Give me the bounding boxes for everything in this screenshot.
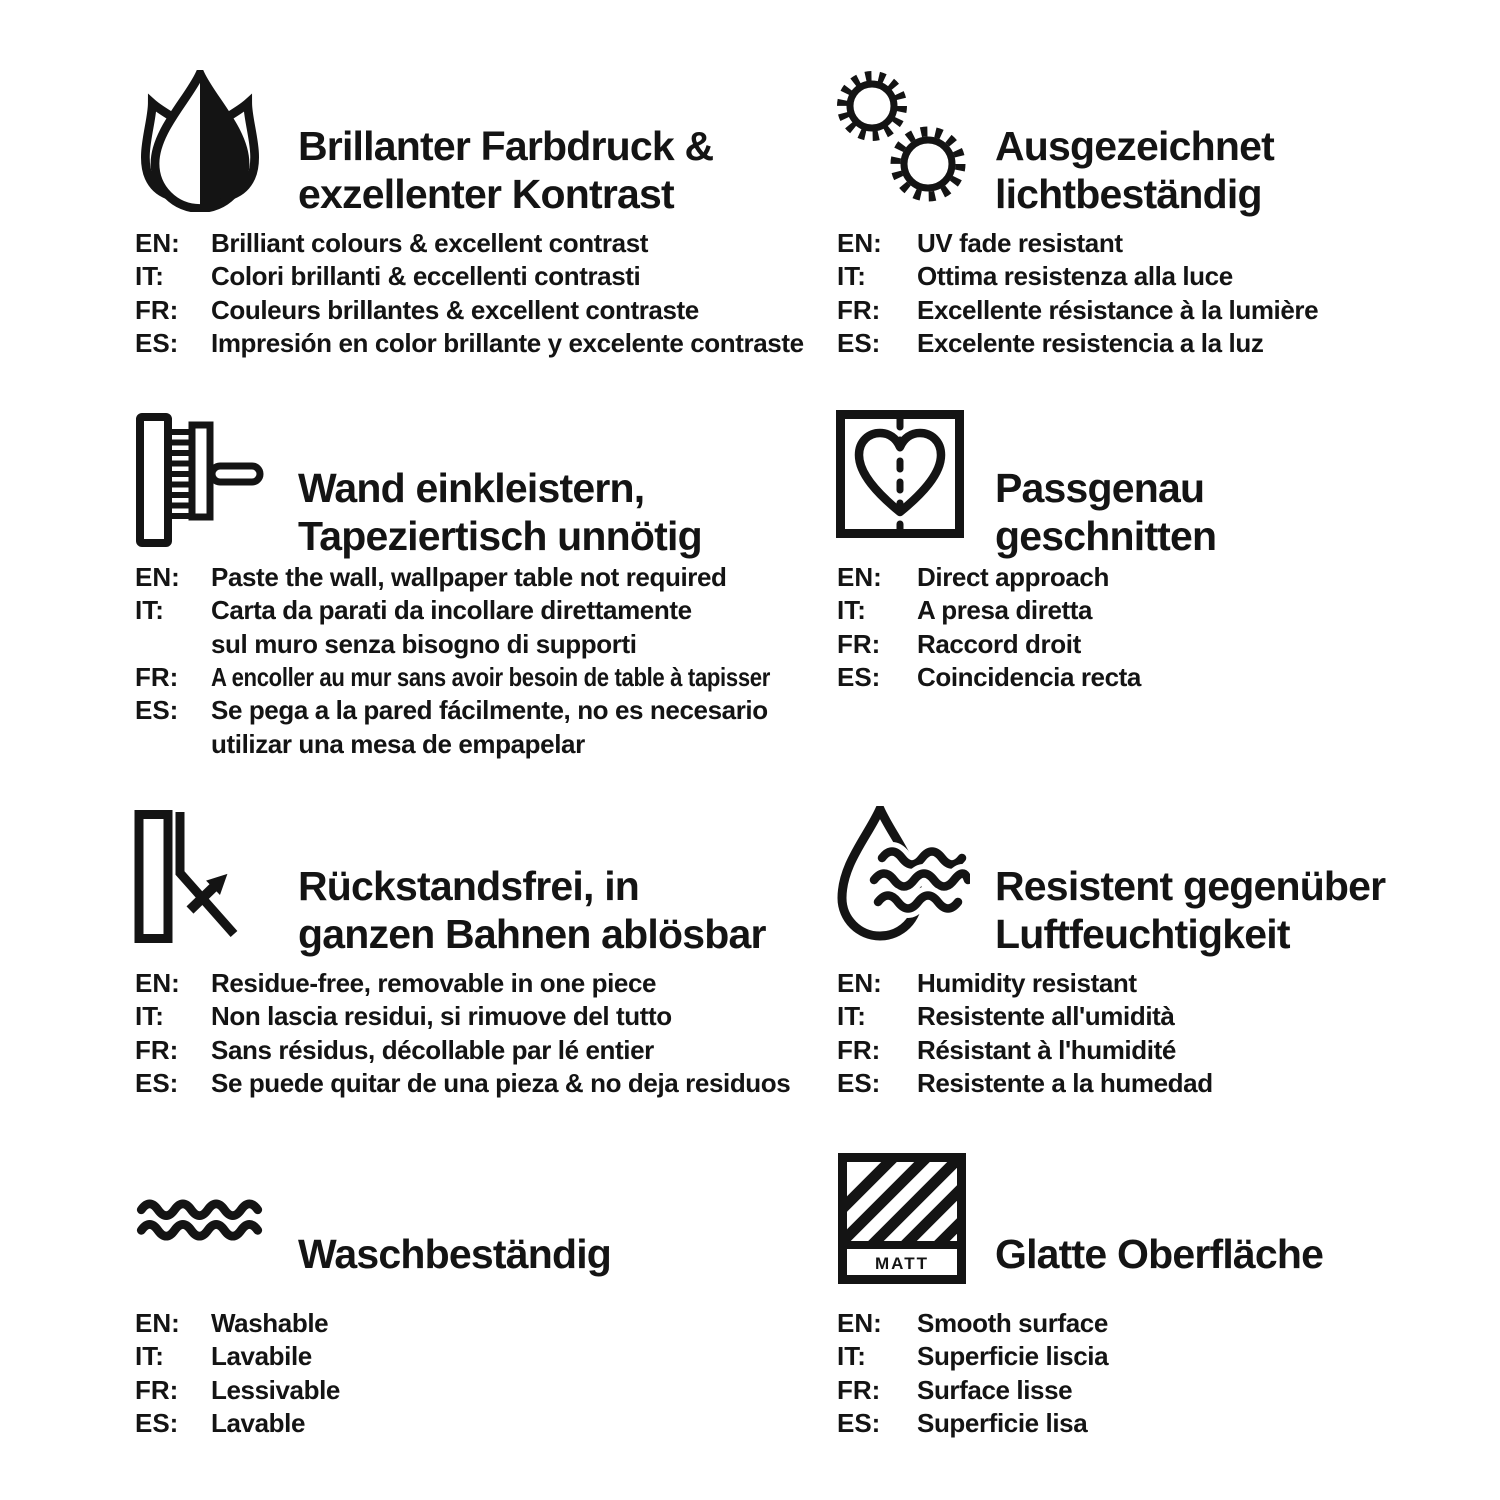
translation-row xyxy=(135,628,869,661)
lang-text: Sans résidus, décollable par lé entier xyxy=(211,1034,654,1065)
lang-text: A encoller au mur sans avoir besoin de table à tapisser xyxy=(211,662,770,693)
lang-label: IT: xyxy=(837,1341,866,1372)
translations-washable xyxy=(135,1307,340,1440)
lang-text: sul muro senza bisogno di supporti xyxy=(211,628,637,659)
lang-text: Paste the wall, wallpaper table not required xyxy=(211,562,727,593)
title-line: Wand einkleistern, xyxy=(298,465,645,512)
lang-text: Raccord droit xyxy=(917,628,1081,659)
drop-waves-svg xyxy=(836,806,970,946)
lang-label: EN: xyxy=(135,968,180,999)
lang-text: Superficie lisa xyxy=(917,1408,1088,1439)
lang-text: Se puede quitar de una pieza & no deja residuos xyxy=(211,1068,791,1099)
translations-brilliant-colours xyxy=(135,227,804,360)
lang-text: Colori brillanti & eccellenti contrasti xyxy=(211,261,641,292)
feature-title-paste-the-wall xyxy=(298,464,702,560)
translation-row xyxy=(135,661,869,694)
lang-label: ES: xyxy=(837,1408,881,1439)
water-drops-icon xyxy=(134,70,266,212)
lang-text: Se pega a la pared fácilmente, no es necesario xyxy=(211,695,768,726)
matt-surface-icon xyxy=(838,1153,966,1284)
lang-text: Washable xyxy=(211,1308,329,1339)
lang-label: ES: xyxy=(135,1408,179,1439)
lang-text: Impresión en color brillante y excelente contraste xyxy=(211,328,804,359)
translation-row xyxy=(837,628,1141,661)
feature-title-residue-free xyxy=(298,862,766,958)
translation-row xyxy=(135,1307,340,1340)
lang-label: ES: xyxy=(135,328,179,359)
title-line: Glatte Oberfläche xyxy=(995,1231,1324,1278)
lang-label: ES: xyxy=(837,1068,881,1099)
lang-text: Couleurs brillantes & excellent contraste xyxy=(211,294,699,325)
translation-row xyxy=(837,661,1141,694)
lang-label: IT: xyxy=(135,1001,164,1032)
translation-row xyxy=(135,967,790,1000)
translations-humidity-resistant xyxy=(837,967,1213,1100)
translation-row xyxy=(837,294,1318,327)
translation-row xyxy=(837,1374,1108,1407)
lang-text: Lavabile xyxy=(211,1341,312,1372)
title-line: lichtbeständig xyxy=(995,171,1262,218)
feature-title-washable xyxy=(298,1230,611,1278)
translation-row xyxy=(135,260,804,293)
lang-text: Excellente résistance à la lumière xyxy=(917,294,1319,325)
title-line: Passgenau xyxy=(995,465,1205,512)
suns-icon xyxy=(836,68,966,202)
lang-text: Smooth surface xyxy=(917,1308,1108,1339)
drop-waves-icon xyxy=(836,806,970,946)
title-line: Brillanter Farbdruck & xyxy=(298,123,714,170)
paste-brush-svg xyxy=(136,413,266,548)
feature-title-smooth-surface xyxy=(995,1230,1323,1278)
translation-row xyxy=(135,1000,790,1033)
peel-off-svg xyxy=(134,810,248,947)
translations-residue-free xyxy=(135,967,790,1100)
heart-cut-svg xyxy=(836,410,964,538)
lang-label: EN: xyxy=(837,968,882,999)
lang-label: FR: xyxy=(837,294,881,325)
lang-label: IT: xyxy=(135,1341,164,1372)
waves-svg xyxy=(135,1198,265,1243)
lang-label: ES: xyxy=(837,662,881,693)
lang-text: Lavable xyxy=(211,1408,306,1439)
translation-row xyxy=(135,1340,340,1373)
translation-row xyxy=(135,327,804,360)
translation-row xyxy=(837,561,1141,594)
lang-label: IT: xyxy=(837,595,866,626)
title-line: exzellenter Kontrast xyxy=(298,171,674,218)
lang-label: ES: xyxy=(135,695,179,726)
lang-text: Resistente a la humedad xyxy=(917,1068,1213,1099)
translation-row xyxy=(837,260,1318,293)
translation-row xyxy=(135,594,869,627)
translation-row xyxy=(135,1407,340,1440)
translation-row xyxy=(837,1340,1108,1373)
lang-text: Carta da parati da incollare direttamente xyxy=(211,595,692,626)
waves-icon xyxy=(135,1198,265,1243)
lang-label: FR: xyxy=(135,1034,179,1065)
lang-label: IT: xyxy=(135,595,164,626)
lang-text: Non lascia residui, si rimuove del tutto xyxy=(211,1001,672,1032)
translation-row xyxy=(135,227,804,260)
translation-row xyxy=(837,967,1213,1000)
translations-cut-to-fit xyxy=(837,561,1141,694)
translation-row xyxy=(135,1034,790,1067)
lang-text: UV fade resistant xyxy=(917,228,1123,259)
lang-label: EN: xyxy=(135,1308,180,1339)
feature-title-humidity-resistant xyxy=(995,862,1385,958)
translation-row xyxy=(135,1374,340,1407)
lang-text: Excelente resistencia a la luz xyxy=(917,328,1264,359)
translation-row xyxy=(837,227,1318,260)
title-line: Luftfeuchtigkeit xyxy=(995,911,1290,958)
feature-title-brilliant-colours xyxy=(298,122,713,218)
lang-label: ES: xyxy=(135,1068,179,1099)
translation-row xyxy=(837,327,1318,360)
lang-text: Direct approach xyxy=(917,562,1109,593)
lang-label: EN: xyxy=(837,562,882,593)
lang-text: Lessivable xyxy=(211,1374,340,1405)
lang-label: FR: xyxy=(135,1374,179,1405)
title-line: Waschbeständig xyxy=(298,1231,612,1278)
title-line: Ausgezeichnet xyxy=(995,123,1274,170)
lang-label: FR: xyxy=(837,1374,881,1405)
lang-label: IT: xyxy=(135,261,164,292)
translation-row xyxy=(837,1407,1108,1440)
translation-row xyxy=(135,1067,790,1100)
translation-row xyxy=(837,594,1141,627)
lang-label: ES: xyxy=(837,328,881,359)
feature-title-uv-fade-resistant xyxy=(995,122,1274,218)
lang-label: EN: xyxy=(837,228,882,259)
lang-label: FR: xyxy=(837,628,881,659)
lang-text: A presa diretta xyxy=(917,595,1093,626)
title-line: Resistent gegenüber xyxy=(995,863,1386,910)
suns-svg xyxy=(836,68,966,202)
translations-smooth-surface xyxy=(837,1307,1108,1440)
lang-text: Surface lisse xyxy=(917,1374,1073,1405)
title-line: geschnitten xyxy=(995,513,1217,560)
heart-cut-icon xyxy=(836,410,964,538)
translations-paste-the-wall xyxy=(135,561,869,761)
lang-text: Residue-free, removable in one piece xyxy=(211,968,657,999)
lang-label: EN: xyxy=(135,562,180,593)
lang-text: utilizar una mesa de empapelar xyxy=(211,728,585,759)
lang-text: Ottima resistenza alla luce xyxy=(917,261,1233,292)
translation-row xyxy=(135,561,869,594)
peel-off-icon xyxy=(134,810,248,947)
lang-label: IT: xyxy=(837,1001,866,1032)
lang-label: IT: xyxy=(837,261,866,292)
lang-label: FR: xyxy=(135,662,179,693)
lang-label: EN: xyxy=(135,228,180,259)
title-line: ganzen Bahnen ablösbar xyxy=(298,911,766,958)
lang-text: Résistant à l'humidité xyxy=(917,1034,1176,1065)
translation-row xyxy=(837,1034,1213,1067)
paste-brush-icon xyxy=(136,413,266,548)
translation-row xyxy=(837,1000,1213,1033)
lang-text: Brilliant colours & excellent contrast xyxy=(211,228,649,259)
title-line: Tapeziertisch unnötig xyxy=(298,513,702,560)
lang-text: Humidity resistant xyxy=(917,968,1137,999)
lang-text: Coincidencia recta xyxy=(917,662,1141,693)
lang-text: Superficie liscia xyxy=(917,1341,1109,1372)
lang-label: FR: xyxy=(135,294,179,325)
translation-row xyxy=(135,294,804,327)
matt-surface-svg xyxy=(838,1153,966,1284)
translation-row xyxy=(135,694,869,727)
lang-text: Resistente all'umidità xyxy=(917,1001,1175,1032)
lang-label: FR: xyxy=(837,1034,881,1065)
feature-title-cut-to-fit xyxy=(995,464,1216,560)
lang-label: EN: xyxy=(837,1308,882,1339)
matt-label: MATT xyxy=(875,1254,929,1273)
translation-row xyxy=(135,727,869,760)
translation-row xyxy=(837,1067,1213,1100)
translations-uv-fade-resistant xyxy=(837,227,1318,360)
water-drops-svg xyxy=(134,70,266,212)
translation-row xyxy=(837,1307,1108,1340)
title-line: Rückstandsfrei, in xyxy=(298,863,640,910)
